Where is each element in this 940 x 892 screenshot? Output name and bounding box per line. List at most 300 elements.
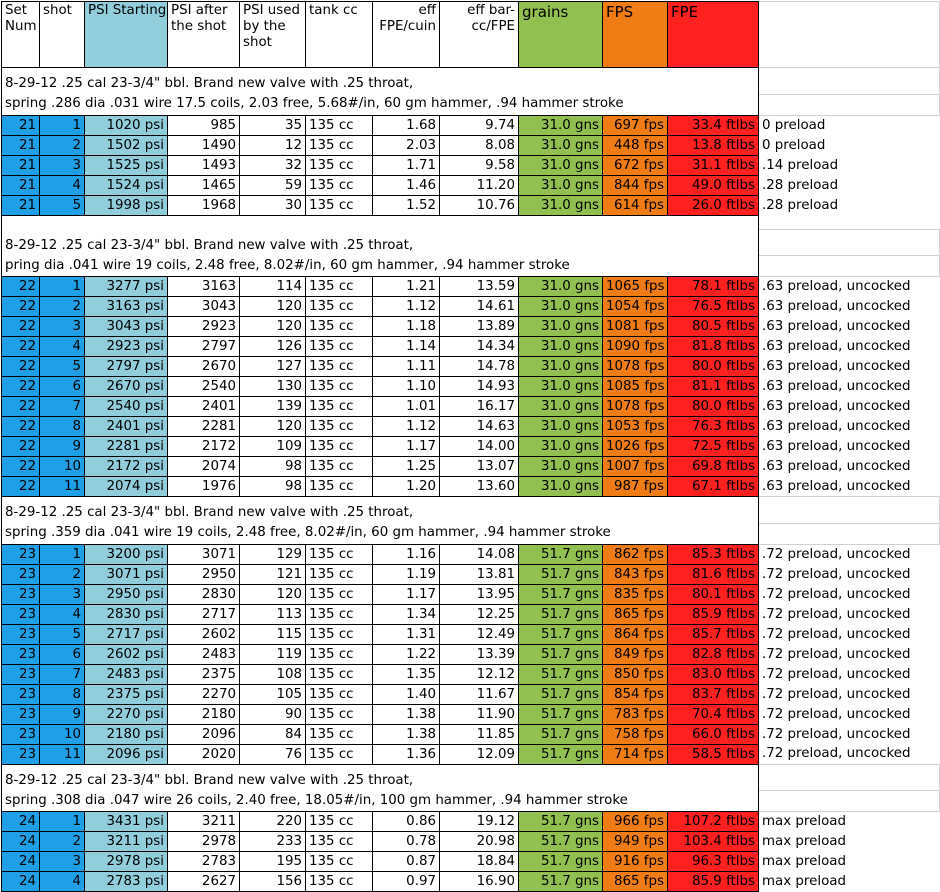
eff-bar-cell[interactable]: 12.49 — [440, 624, 519, 644]
fps-cell[interactable]: 614 fps — [603, 195, 668, 215]
fps-cell[interactable]: 783 fps — [603, 704, 668, 724]
grains-cell[interactable]: 31.0 gns — [519, 135, 603, 155]
psi-starting-cell[interactable]: 3431 psi — [85, 812, 168, 832]
psi-after-cell[interactable]: 2540 — [168, 377, 240, 397]
fpe-cell[interactable]: 83.7 ftlbs — [668, 684, 759, 704]
eff-fpe-cell[interactable]: 1.18 — [373, 317, 440, 337]
grains-cell[interactable]: 31.0 gns — [519, 417, 603, 437]
grains-cell[interactable]: 31.0 gns — [519, 297, 603, 317]
psi-used-cell[interactable]: 114 — [240, 277, 306, 297]
fpe-cell[interactable]: 81.6 ftlbs — [668, 564, 759, 584]
header-psi-after[interactable]: PSI after the shot — [168, 2, 240, 68]
fpe-cell[interactable]: 78.1 ftlbs — [668, 277, 759, 297]
eff-bar-cell[interactable]: 13.59 — [440, 277, 519, 297]
set-num-cell[interactable]: 22 — [2, 397, 40, 417]
tank-cell[interactable]: 135 cc — [306, 644, 373, 664]
psi-used-cell[interactable]: 30 — [240, 195, 306, 215]
eff-bar-cell[interactable]: 12.09 — [440, 744, 519, 764]
grains-cell[interactable]: 51.7 gns — [519, 624, 603, 644]
spacer-cell[interactable] — [2, 215, 759, 230]
psi-used-cell[interactable]: 109 — [240, 437, 306, 457]
note-cell[interactable]: .72 preload, uncocked — [759, 724, 940, 744]
psi-used-cell[interactable]: 35 — [240, 115, 306, 135]
psi-used-cell[interactable]: 120 — [240, 584, 306, 604]
note-cell[interactable]: .72 preload, uncocked — [759, 744, 940, 764]
tank-cell[interactable]: 135 cc — [306, 544, 373, 564]
psi-starting-cell[interactable]: 3071 psi — [85, 564, 168, 584]
tank-cell[interactable]: 135 cc — [306, 277, 373, 297]
shot-cell[interactable]: 11 — [40, 744, 85, 764]
psi-after-cell[interactable]: 2172 — [168, 437, 240, 457]
shot-cell[interactable]: 10 — [40, 724, 85, 744]
note-cell[interactable]: .63 preload, uncocked — [759, 417, 940, 437]
psi-after-cell[interactable]: 2783 — [168, 852, 240, 872]
fpe-cell[interactable]: 80.0 ftlbs — [668, 397, 759, 417]
psi-starting-cell[interactable]: 2096 psi — [85, 744, 168, 764]
grains-cell[interactable]: 51.7 gns — [519, 812, 603, 832]
fps-cell[interactable]: 844 fps — [603, 175, 668, 195]
eff-bar-cell[interactable]: 11.20 — [440, 175, 519, 195]
set-num-cell[interactable]: 22 — [2, 297, 40, 317]
fpe-cell[interactable]: 85.9 ftlbs — [668, 872, 759, 892]
set-num-cell[interactable]: 21 — [2, 135, 40, 155]
eff-bar-cell[interactable]: 14.61 — [440, 297, 519, 317]
tank-cell[interactable]: 135 cc — [306, 457, 373, 477]
grains-cell[interactable]: 51.7 gns — [519, 724, 603, 744]
fpe-cell[interactable]: 107.2 ftlbs — [668, 812, 759, 832]
shot-cell[interactable]: 4 — [40, 175, 85, 195]
set-num-cell[interactable]: 21 — [2, 155, 40, 175]
shot-cell[interactable]: 6 — [40, 644, 85, 664]
eff-bar-cell[interactable]: 11.85 — [440, 724, 519, 744]
psi-starting-cell[interactable]: 2950 psi — [85, 584, 168, 604]
note-cell[interactable]: .63 preload, uncocked — [759, 457, 940, 477]
psi-after-cell[interactable]: 2602 — [168, 624, 240, 644]
group-date-line[interactable]: 8-29-12 .25 cal 23-3/4" bbl. Brand new valve with .25 throat, — [2, 497, 759, 524]
tank-cell[interactable]: 135 cc — [306, 832, 373, 852]
fps-cell[interactable]: 849 fps — [603, 644, 668, 664]
spacer-side-cell[interactable] — [759, 215, 940, 230]
set-num-cell[interactable]: 22 — [2, 317, 40, 337]
set-num-cell[interactable]: 22 — [2, 417, 40, 437]
shot-cell[interactable]: 7 — [40, 664, 85, 684]
eff-bar-cell[interactable]: 12.12 — [440, 664, 519, 684]
eff-fpe-cell[interactable]: 1.22 — [373, 644, 440, 664]
psi-after-cell[interactable]: 2074 — [168, 457, 240, 477]
set-num-cell[interactable]: 21 — [2, 195, 40, 215]
shot-cell[interactable]: 2 — [40, 832, 85, 852]
psi-used-cell[interactable]: 233 — [240, 832, 306, 852]
eff-fpe-cell[interactable]: 1.17 — [373, 437, 440, 457]
grains-cell[interactable]: 31.0 gns — [519, 175, 603, 195]
note-cell[interactable]: .63 preload, uncocked — [759, 477, 940, 497]
tank-cell[interactable]: 135 cc — [306, 852, 373, 872]
note-cell[interactable]: .72 preload, uncocked — [759, 704, 940, 724]
psi-used-cell[interactable]: 120 — [240, 297, 306, 317]
eff-bar-cell[interactable]: 9.74 — [440, 115, 519, 135]
psi-used-cell[interactable]: 113 — [240, 604, 306, 624]
eff-fpe-cell[interactable]: 1.12 — [373, 297, 440, 317]
psi-starting-cell[interactable]: 2180 psi — [85, 724, 168, 744]
note-cell[interactable]: .28 preload — [759, 195, 940, 215]
fps-cell[interactable]: 850 fps — [603, 664, 668, 684]
eff-fpe-cell[interactable]: 1.46 — [373, 175, 440, 195]
grains-cell[interactable]: 51.7 gns — [519, 564, 603, 584]
tank-cell[interactable]: 135 cc — [306, 337, 373, 357]
group-date-line[interactable]: 8-29-12 .25 cal 23-3/4" bbl. Brand new valve with .25 throat, — [2, 764, 759, 791]
set-num-cell[interactable]: 23 — [2, 684, 40, 704]
psi-starting-cell[interactable]: 3163 psi — [85, 297, 168, 317]
psi-used-cell[interactable]: 119 — [240, 644, 306, 664]
fpe-cell[interactable]: 103.4 ftlbs — [668, 832, 759, 852]
psi-starting-cell[interactable]: 1502 psi — [85, 135, 168, 155]
header-fps[interactable]: FPS — [603, 2, 668, 68]
fps-cell[interactable]: 966 fps — [603, 812, 668, 832]
fps-cell[interactable]: 697 fps — [603, 115, 668, 135]
eff-bar-cell[interactable]: 13.39 — [440, 644, 519, 664]
eff-fpe-cell[interactable]: 1.36 — [373, 744, 440, 764]
eff-bar-cell[interactable]: 10.76 — [440, 195, 519, 215]
description-side-cell[interactable] — [759, 497, 940, 524]
eff-fpe-cell[interactable]: 1.40 — [373, 684, 440, 704]
tank-cell[interactable]: 135 cc — [306, 564, 373, 584]
fpe-cell[interactable]: 31.1 ftlbs — [668, 155, 759, 175]
psi-starting-cell[interactable]: 2670 psi — [85, 377, 168, 397]
psi-starting-cell[interactable]: 2270 psi — [85, 704, 168, 724]
psi-used-cell[interactable]: 108 — [240, 664, 306, 684]
note-cell[interactable]: .28 preload — [759, 175, 940, 195]
fpe-cell[interactable]: 13.8 ftlbs — [668, 135, 759, 155]
shot-cell[interactable]: 3 — [40, 317, 85, 337]
eff-bar-cell[interactable]: 11.67 — [440, 684, 519, 704]
fps-cell[interactable]: 864 fps — [603, 624, 668, 644]
set-num-cell[interactable]: 23 — [2, 604, 40, 624]
description-side-cell[interactable] — [759, 230, 940, 256]
tank-cell[interactable]: 135 cc — [306, 417, 373, 437]
psi-used-cell[interactable]: 130 — [240, 377, 306, 397]
psi-starting-cell[interactable]: 2717 psi — [85, 624, 168, 644]
psi-after-cell[interactable]: 1490 — [168, 135, 240, 155]
fpe-cell[interactable]: 66.0 ftlbs — [668, 724, 759, 744]
grains-cell[interactable]: 31.0 gns — [519, 437, 603, 457]
note-cell[interactable]: .63 preload, uncocked — [759, 397, 940, 417]
grains-cell[interactable]: 31.0 gns — [519, 277, 603, 297]
psi-starting-cell[interactable]: 3277 psi — [85, 277, 168, 297]
tank-cell[interactable]: 135 cc — [306, 812, 373, 832]
fps-cell[interactable]: 758 fps — [603, 724, 668, 744]
tank-cell[interactable]: 135 cc — [306, 477, 373, 497]
tank-cell[interactable]: 135 cc — [306, 437, 373, 457]
psi-used-cell[interactable]: 59 — [240, 175, 306, 195]
note-cell[interactable]: .63 preload, uncocked — [759, 357, 940, 377]
psi-used-cell[interactable]: 195 — [240, 852, 306, 872]
psi-after-cell[interactable]: 2180 — [168, 704, 240, 724]
fpe-cell[interactable]: 80.1 ftlbs — [668, 584, 759, 604]
tank-cell[interactable]: 135 cc — [306, 744, 373, 764]
psi-starting-cell[interactable]: 2797 psi — [85, 357, 168, 377]
psi-used-cell[interactable]: 115 — [240, 624, 306, 644]
eff-bar-cell[interactable]: 16.90 — [440, 872, 519, 892]
fps-cell[interactable]: 1053 fps — [603, 417, 668, 437]
psi-after-cell[interactable]: 3043 — [168, 297, 240, 317]
fpe-cell[interactable]: 58.5 ftlbs — [668, 744, 759, 764]
grains-cell[interactable]: 31.0 gns — [519, 357, 603, 377]
description-side-cell[interactable] — [759, 94, 940, 115]
eff-fpe-cell[interactable]: 0.78 — [373, 832, 440, 852]
set-num-cell[interactable]: 23 — [2, 624, 40, 644]
psi-starting-cell[interactable]: 2483 psi — [85, 664, 168, 684]
fps-cell[interactable]: 835 fps — [603, 584, 668, 604]
psi-used-cell[interactable]: 98 — [240, 457, 306, 477]
psi-after-cell[interactable]: 2627 — [168, 872, 240, 892]
fps-cell[interactable]: 865 fps — [603, 604, 668, 624]
grains-cell[interactable]: 51.7 gns — [519, 744, 603, 764]
fpe-cell[interactable]: 80.5 ftlbs — [668, 317, 759, 337]
description-side-cell[interactable] — [759, 764, 940, 791]
psi-used-cell[interactable]: 76 — [240, 744, 306, 764]
psi-used-cell[interactable]: 120 — [240, 417, 306, 437]
tank-cell[interactable]: 135 cc — [306, 397, 373, 417]
eff-bar-cell[interactable]: 14.78 — [440, 357, 519, 377]
header-empty[interactable] — [759, 2, 940, 68]
psi-starting-cell[interactable]: 2540 psi — [85, 397, 168, 417]
eff-fpe-cell[interactable]: 1.35 — [373, 664, 440, 684]
set-num-cell[interactable]: 23 — [2, 724, 40, 744]
psi-after-cell[interactable]: 2830 — [168, 584, 240, 604]
note-cell[interactable]: .72 preload, uncocked — [759, 564, 940, 584]
grains-cell[interactable]: 31.0 gns — [519, 155, 603, 175]
psi-used-cell[interactable]: 98 — [240, 477, 306, 497]
eff-fpe-cell[interactable]: 1.38 — [373, 724, 440, 744]
psi-after-cell[interactable]: 2797 — [168, 337, 240, 357]
set-num-cell[interactable]: 23 — [2, 644, 40, 664]
psi-starting-cell[interactable]: 2783 psi — [85, 872, 168, 892]
header-grains[interactable]: grains — [519, 2, 603, 68]
psi-after-cell[interactable]: 2401 — [168, 397, 240, 417]
shot-cell[interactable]: 4 — [40, 604, 85, 624]
shot-cell[interactable]: 5 — [40, 624, 85, 644]
grains-cell[interactable]: 31.0 gns — [519, 317, 603, 337]
eff-bar-cell[interactable]: 13.81 — [440, 564, 519, 584]
shot-cell[interactable]: 7 — [40, 397, 85, 417]
set-num-cell[interactable]: 24 — [2, 832, 40, 852]
header-set-num[interactable]: Set Num — [2, 2, 40, 68]
psi-after-cell[interactable]: 3071 — [168, 544, 240, 564]
group-spring-line[interactable]: spring .286 dia .031 wire 17.5 coils, 2.03 free, 5.68#/in, 60 gm hammer, .94 hammer stroke — [2, 94, 759, 115]
fpe-cell[interactable]: 83.0 ftlbs — [668, 664, 759, 684]
eff-bar-cell[interactable]: 13.89 — [440, 317, 519, 337]
grains-cell[interactable]: 31.0 gns — [519, 457, 603, 477]
shot-cell[interactable]: 3 — [40, 584, 85, 604]
fps-cell[interactable]: 1085 fps — [603, 377, 668, 397]
psi-starting-cell[interactable]: 1525 psi — [85, 155, 168, 175]
grains-cell[interactable]: 51.7 gns — [519, 584, 603, 604]
psi-used-cell[interactable]: 105 — [240, 684, 306, 704]
tank-cell[interactable]: 135 cc — [306, 584, 373, 604]
tank-cell[interactable]: 135 cc — [306, 872, 373, 892]
set-num-cell[interactable]: 22 — [2, 357, 40, 377]
eff-bar-cell[interactable]: 13.07 — [440, 457, 519, 477]
fps-cell[interactable]: 1081 fps — [603, 317, 668, 337]
group-spring-line[interactable]: spring .308 dia .047 wire 26 coils, 2.40 free, 18.05#/in, 100 gm hammer, .94 hammer stroke — [2, 791, 759, 812]
header-shot[interactable]: shot — [40, 2, 85, 68]
psi-used-cell[interactable]: 129 — [240, 544, 306, 564]
shot-cell[interactable]: 6 — [40, 377, 85, 397]
tank-cell[interactable]: 135 cc — [306, 317, 373, 337]
set-num-cell[interactable]: 23 — [2, 564, 40, 584]
grains-cell[interactable]: 31.0 gns — [519, 337, 603, 357]
grains-cell[interactable]: 51.7 gns — [519, 872, 603, 892]
psi-after-cell[interactable]: 1976 — [168, 477, 240, 497]
psi-starting-cell[interactable]: 2281 psi — [85, 437, 168, 457]
grains-cell[interactable]: 31.0 gns — [519, 477, 603, 497]
eff-fpe-cell[interactable]: 1.21 — [373, 277, 440, 297]
tank-cell[interactable]: 135 cc — [306, 115, 373, 135]
set-num-cell[interactable]: 22 — [2, 477, 40, 497]
set-num-cell[interactable]: 24 — [2, 812, 40, 832]
psi-after-cell[interactable]: 2375 — [168, 664, 240, 684]
shot-cell[interactable]: 2 — [40, 297, 85, 317]
eff-bar-cell[interactable]: 13.60 — [440, 477, 519, 497]
fpe-cell[interactable]: 96.3 ftlbs — [668, 852, 759, 872]
set-num-cell[interactable]: 23 — [2, 544, 40, 564]
note-cell[interactable]: .63 preload, uncocked — [759, 297, 940, 317]
fps-cell[interactable]: 1090 fps — [603, 337, 668, 357]
tank-cell[interactable]: 135 cc — [306, 195, 373, 215]
fpe-cell[interactable]: 85.9 ftlbs — [668, 604, 759, 624]
fpe-cell[interactable]: 69.8 ftlbs — [668, 457, 759, 477]
tank-cell[interactable]: 135 cc — [306, 604, 373, 624]
shot-cell[interactable]: 2 — [40, 135, 85, 155]
shot-cell[interactable]: 8 — [40, 417, 85, 437]
psi-starting-cell[interactable]: 2830 psi — [85, 604, 168, 624]
note-cell[interactable]: .63 preload, uncocked — [759, 437, 940, 457]
psi-starting-cell[interactable]: 3200 psi — [85, 544, 168, 564]
psi-used-cell[interactable]: 220 — [240, 812, 306, 832]
shot-cell[interactable]: 3 — [40, 852, 85, 872]
set-num-cell[interactable]: 22 — [2, 337, 40, 357]
psi-starting-cell[interactable]: 2375 psi — [85, 684, 168, 704]
eff-bar-cell[interactable]: 20.98 — [440, 832, 519, 852]
psi-starting-cell[interactable]: 2401 psi — [85, 417, 168, 437]
psi-starting-cell[interactable]: 1524 psi — [85, 175, 168, 195]
set-num-cell[interactable]: 21 — [2, 115, 40, 135]
fps-cell[interactable]: 672 fps — [603, 155, 668, 175]
eff-bar-cell[interactable]: 19.12 — [440, 812, 519, 832]
eff-bar-cell[interactable]: 14.34 — [440, 337, 519, 357]
grains-cell[interactable]: 31.0 gns — [519, 397, 603, 417]
eff-fpe-cell[interactable]: 1.01 — [373, 397, 440, 417]
psi-after-cell[interactable]: 2950 — [168, 564, 240, 584]
description-side-cell[interactable] — [759, 523, 940, 544]
note-cell[interactable]: .72 preload, uncocked — [759, 584, 940, 604]
note-cell[interactable]: 0 preload — [759, 135, 940, 155]
group-spring-line[interactable]: spring .359 dia .041 wire 19 coils, 2.48 free, 8.02#/in, 60 gm hammer, .94 hammer stroke — [2, 523, 759, 544]
note-cell[interactable]: max preload — [759, 812, 940, 832]
psi-used-cell[interactable]: 121 — [240, 564, 306, 584]
psi-after-cell[interactable]: 2978 — [168, 832, 240, 852]
eff-fpe-cell[interactable]: 1.10 — [373, 377, 440, 397]
psi-used-cell[interactable]: 126 — [240, 337, 306, 357]
set-num-cell[interactable]: 23 — [2, 584, 40, 604]
note-cell[interactable]: .72 preload, uncocked — [759, 644, 940, 664]
psi-starting-cell[interactable]: 2074 psi — [85, 477, 168, 497]
psi-after-cell[interactable]: 2923 — [168, 317, 240, 337]
fpe-cell[interactable]: 80.0 ftlbs — [668, 357, 759, 377]
eff-fpe-cell[interactable]: 1.71 — [373, 155, 440, 175]
tank-cell[interactable]: 135 cc — [306, 624, 373, 644]
fpe-cell[interactable]: 49.0 ftlbs — [668, 175, 759, 195]
shot-cell[interactable]: 9 — [40, 704, 85, 724]
eff-fpe-cell[interactable]: 1.14 — [373, 337, 440, 357]
psi-after-cell[interactable]: 3211 — [168, 812, 240, 832]
psi-used-cell[interactable]: 139 — [240, 397, 306, 417]
note-cell[interactable]: max preload — [759, 832, 940, 852]
eff-fpe-cell[interactable]: 1.12 — [373, 417, 440, 437]
shot-cell[interactable]: 9 — [40, 437, 85, 457]
eff-fpe-cell[interactable]: 1.34 — [373, 604, 440, 624]
psi-after-cell[interactable]: 2670 — [168, 357, 240, 377]
note-cell[interactable]: 0 preload — [759, 115, 940, 135]
eff-bar-cell[interactable]: 9.58 — [440, 155, 519, 175]
group-date-line[interactable]: 8-29-12 .25 cal 23-3/4" bbl. Brand new valve with .25 throat, — [2, 230, 759, 256]
set-num-cell[interactable]: 22 — [2, 437, 40, 457]
fpe-cell[interactable]: 33.4 ftlbs — [668, 115, 759, 135]
eff-bar-cell[interactable]: 14.93 — [440, 377, 519, 397]
note-cell[interactable]: .63 preload, uncocked — [759, 337, 940, 357]
eff-bar-cell[interactable]: 11.90 — [440, 704, 519, 724]
fpe-cell[interactable]: 82.8 ftlbs — [668, 644, 759, 664]
note-cell[interactable]: .72 preload, uncocked — [759, 684, 940, 704]
header-tank[interactable]: tank cc — [306, 2, 373, 68]
shot-cell[interactable]: 4 — [40, 337, 85, 357]
header-eff-fpe[interactable]: eff FPE/cuin — [373, 2, 440, 68]
fpe-cell[interactable]: 70.4 ftlbs — [668, 704, 759, 724]
tank-cell[interactable]: 135 cc — [306, 704, 373, 724]
fps-cell[interactable]: 1078 fps — [603, 397, 668, 417]
fpe-cell[interactable]: 26.0 ftlbs — [668, 195, 759, 215]
fps-cell[interactable]: 448 fps — [603, 135, 668, 155]
eff-bar-cell[interactable]: 8.08 — [440, 135, 519, 155]
header-psi-used[interactable]: PSI used by the shot — [240, 2, 306, 68]
description-side-cell[interactable] — [759, 256, 940, 277]
psi-used-cell[interactable]: 84 — [240, 724, 306, 744]
eff-fpe-cell[interactable]: 1.25 — [373, 457, 440, 477]
fps-cell[interactable]: 1026 fps — [603, 437, 668, 457]
shot-cell[interactable]: 2 — [40, 564, 85, 584]
set-num-cell[interactable]: 23 — [2, 704, 40, 724]
fps-cell[interactable]: 854 fps — [603, 684, 668, 704]
psi-starting-cell[interactable]: 2978 psi — [85, 852, 168, 872]
psi-starting-cell[interactable]: 2172 psi — [85, 457, 168, 477]
fpe-cell[interactable]: 76.5 ftlbs — [668, 297, 759, 317]
fps-cell[interactable]: 843 fps — [603, 564, 668, 584]
grains-cell[interactable]: 51.7 gns — [519, 664, 603, 684]
tank-cell[interactable]: 135 cc — [306, 135, 373, 155]
fpe-cell[interactable]: 81.1 ftlbs — [668, 377, 759, 397]
shot-cell[interactable]: 11 — [40, 477, 85, 497]
tank-cell[interactable]: 135 cc — [306, 664, 373, 684]
psi-after-cell[interactable]: 2020 — [168, 744, 240, 764]
fps-cell[interactable]: 987 fps — [603, 477, 668, 497]
description-side-cell[interactable] — [759, 68, 940, 95]
tank-cell[interactable]: 135 cc — [306, 297, 373, 317]
psi-starting-cell[interactable]: 1998 psi — [85, 195, 168, 215]
psi-after-cell[interactable]: 2281 — [168, 417, 240, 437]
tank-cell[interactable]: 135 cc — [306, 724, 373, 744]
psi-after-cell[interactable]: 2483 — [168, 644, 240, 664]
eff-fpe-cell[interactable]: 1.68 — [373, 115, 440, 135]
